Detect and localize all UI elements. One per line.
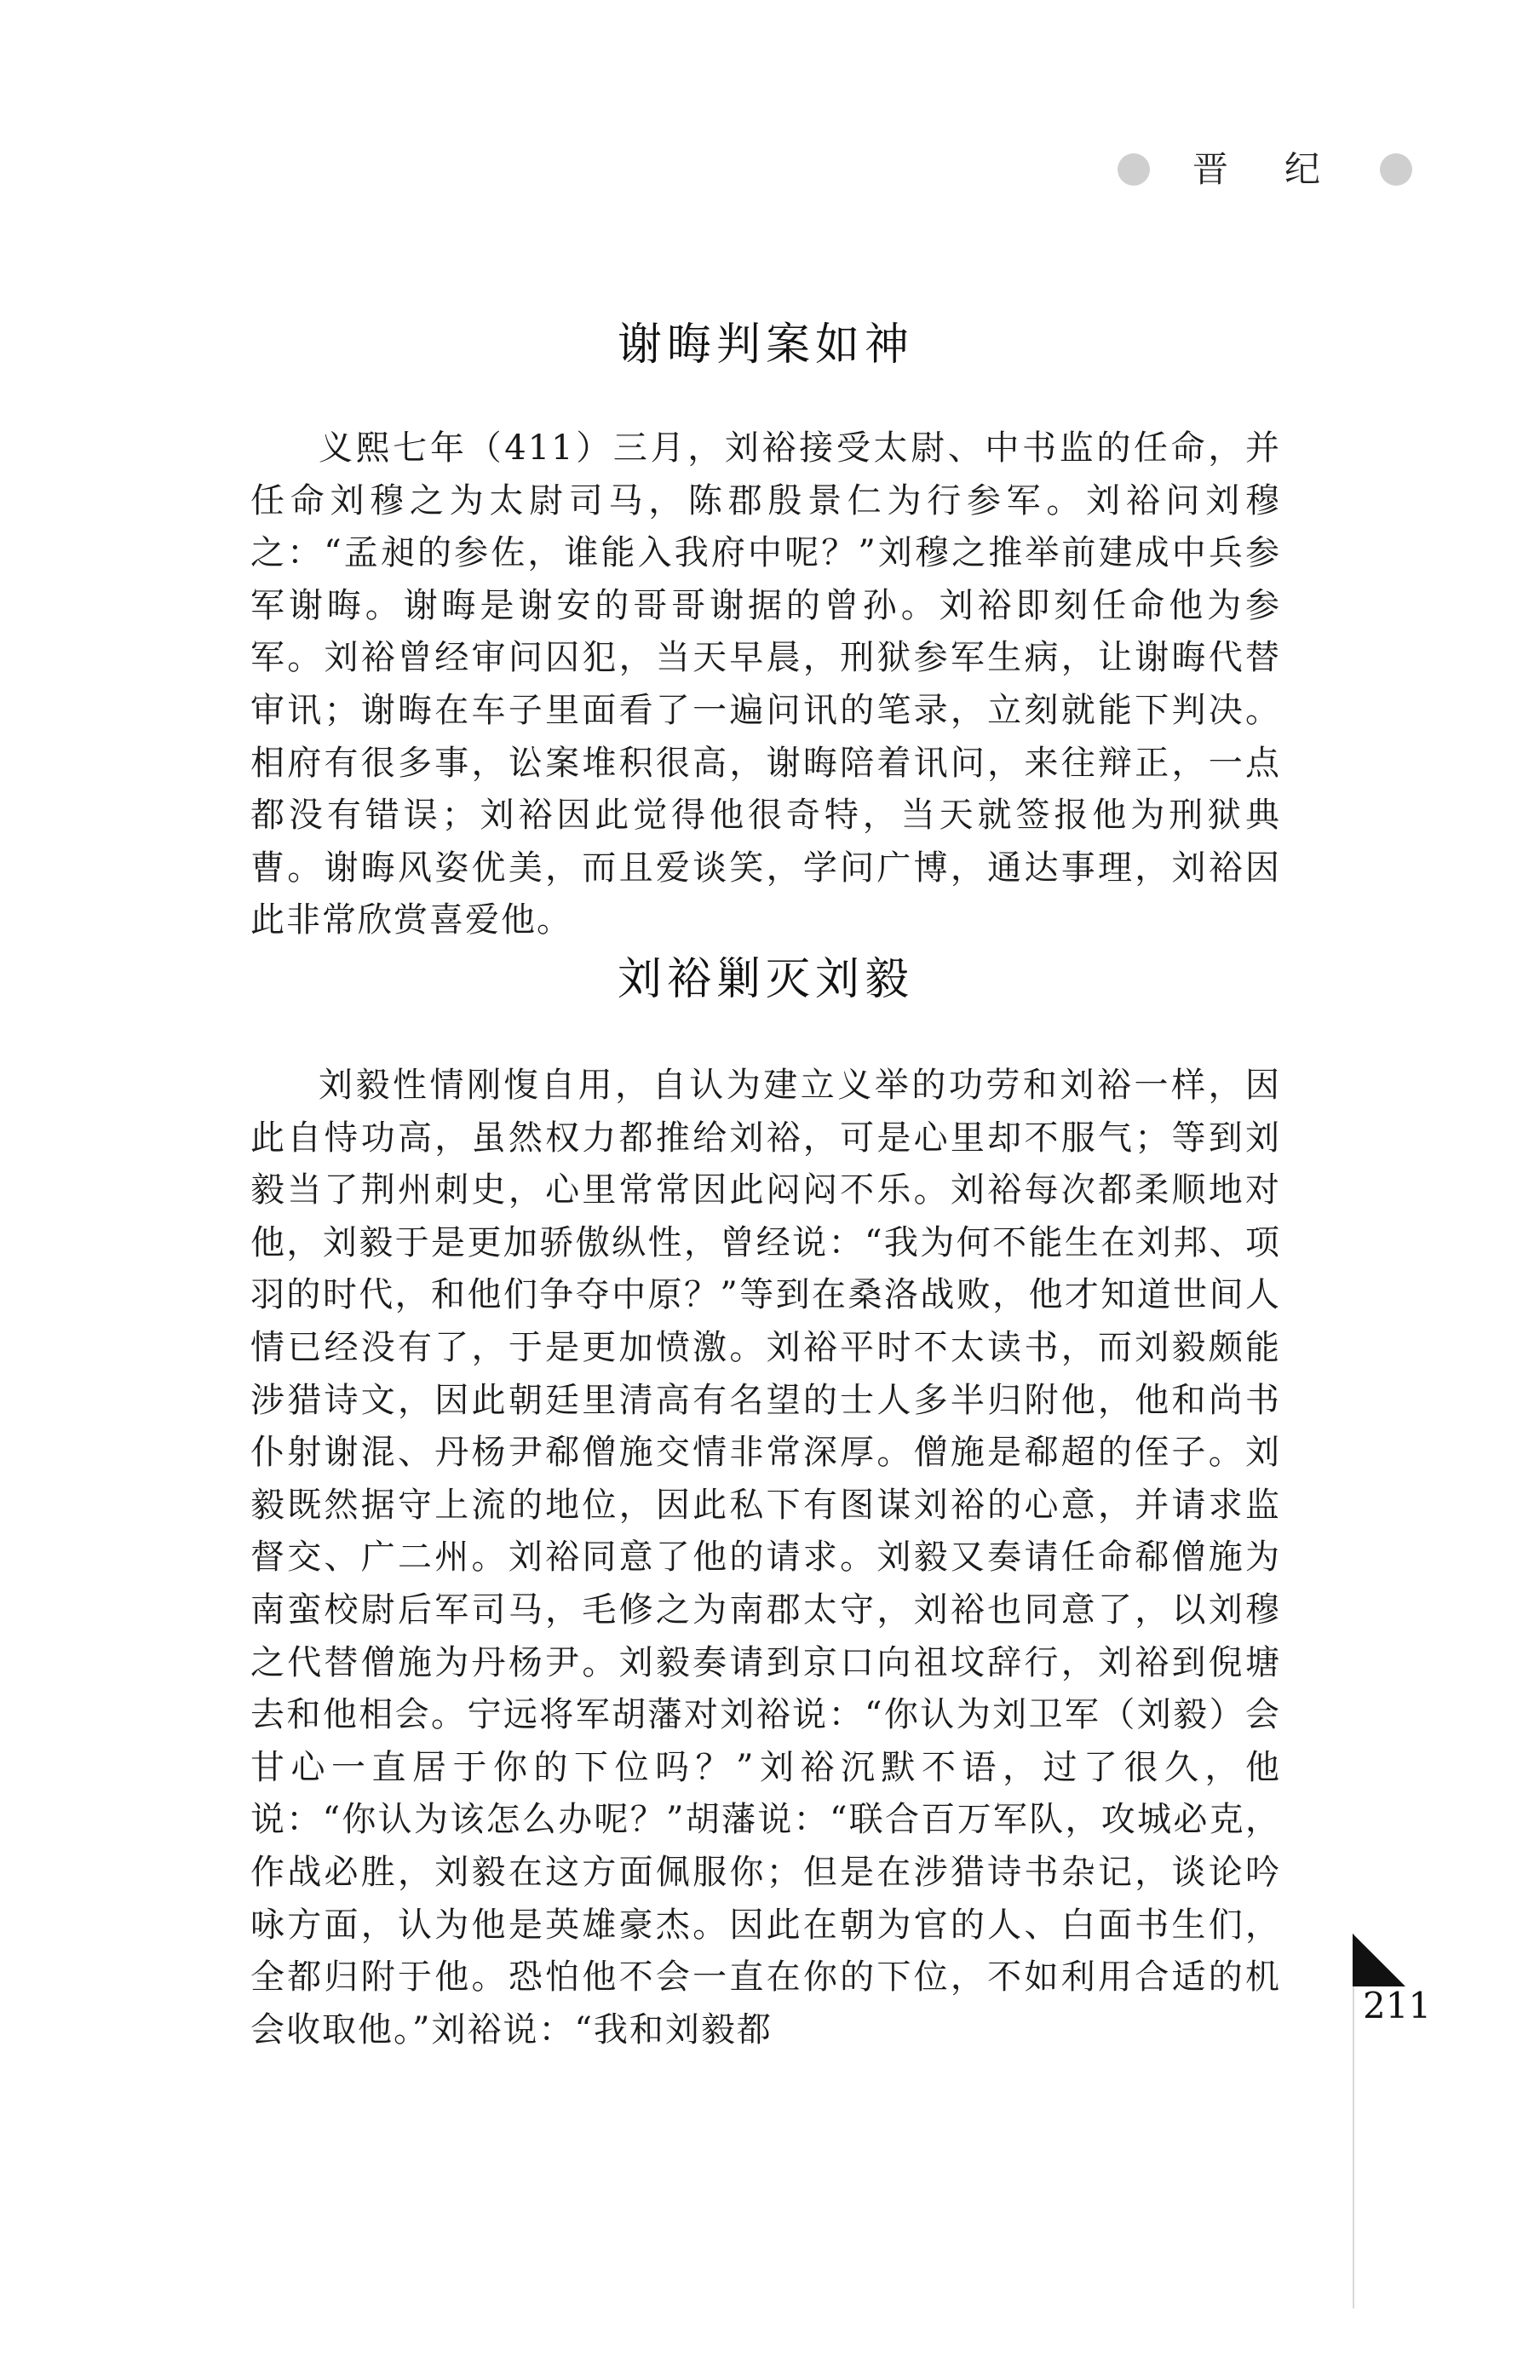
header-dot-left-icon xyxy=(1118,153,1150,186)
page-number: 211 xyxy=(1363,1985,1432,2026)
body-paragraph: 刘毅性情刚愎自用，自认为建立义举的功劳和刘裕一样，因此自恃功高，虽然权力都推给刘裕，可是心里却不服气；等到刘毅当了荆州刺史，心里常常因此闷闷不乐。刘裕每次都柔顺地对他，刘毅于是更加骄傲纵性，曾经说：“我为何不能生在刘邦、项羽的时代，和他们争夺中原？”等到在桑洛战败，他才知道世间人情已经没有了，于是更加愤激。刘裕平时不太读书，而刘毅颇能涉猎诗文，因此朝廷里清高有名望的士人多半归附他，他和尚书仆射谢混、丹杨尹郗僧施交情非常深厚。僧施是郗超的侄子。刘毅既然据守上流的地位，因此私下有图谋刘裕的心意，并请求监督交、广二州。刘裕同意了他的请求。刘毅又奏请任命郗僧施为南蛮校尉后军司马，毛修之为南郡太守，刘裕也同意了，以刘穆之代替僧施为丹杨尹。刘毅奏请到京口向祖坟辞行，刘裕到倪塘去和他相会。宁远将军胡藩对刘裕说：“你认为刘卫军（刘毅）会甘心一直居于你的下位吗？”刘裕沉默不语，过了很久，他说：“你认为该怎么办呢？”胡藩说：“联合百万军队，攻城必克，作战必胜，刘毅在这方面佩服你；但是在涉猎诗书杂记，谈论吟咏方面，认为他是英雄豪杰。因此在朝为官的人、白面书生们，全都归附于他。恐怕他不会一直在你的下位，不如利用合适的机会收取他。”刘裕说：“我和刘毅都 xyxy=(250,1066,1281,2049)
running-title: 晋纪 xyxy=(1192,148,1377,190)
page-corner-triangle-icon xyxy=(1353,1934,1405,1986)
section-title: 谢晦判案如神 xyxy=(617,319,914,371)
running-header xyxy=(1107,145,1431,196)
body-paragraph: 义熙七年（411）三月，刘裕接受太尉、中书监的任命，并任命刘穆之为太尉司马，陈郡殷景仁为行参军。刘裕问刘穆之：“孟昶的参佐，谁能入我府中呢？”刘穆之推举前建成中兵参军谢晦。谢晦是谢安的哥哥谢据的曾孙。刘裕即刻任命他为参军。刘裕曾经审问囚犯，当天早晨，刑狱参军生病，让谢晦代替审讯；谢晦在车子里面看了一遍问讯的笔录，立刻就能下判决。相府有很多事，讼案堆积很高，谢晦陪着讯问，来往辩正，一点都没有错误；刘裕因此觉得他很奇特，当天就签报他为刑狱典曹。谢晦风姿优美，而且爱谈笑，学问广博，通达事理，刘裕因此非常欣赏喜爱他。 xyxy=(250,428,1281,940)
section-title: 刘裕剿灭刘毅 xyxy=(617,954,914,1005)
section-2-title-block xyxy=(250,950,1281,1009)
section-1-body xyxy=(250,423,1281,947)
section-1-title-block xyxy=(250,315,1281,375)
section-2-body xyxy=(250,1060,1281,2056)
header-dot-right-icon xyxy=(1380,153,1412,186)
margin-rule xyxy=(1353,1934,1354,2308)
